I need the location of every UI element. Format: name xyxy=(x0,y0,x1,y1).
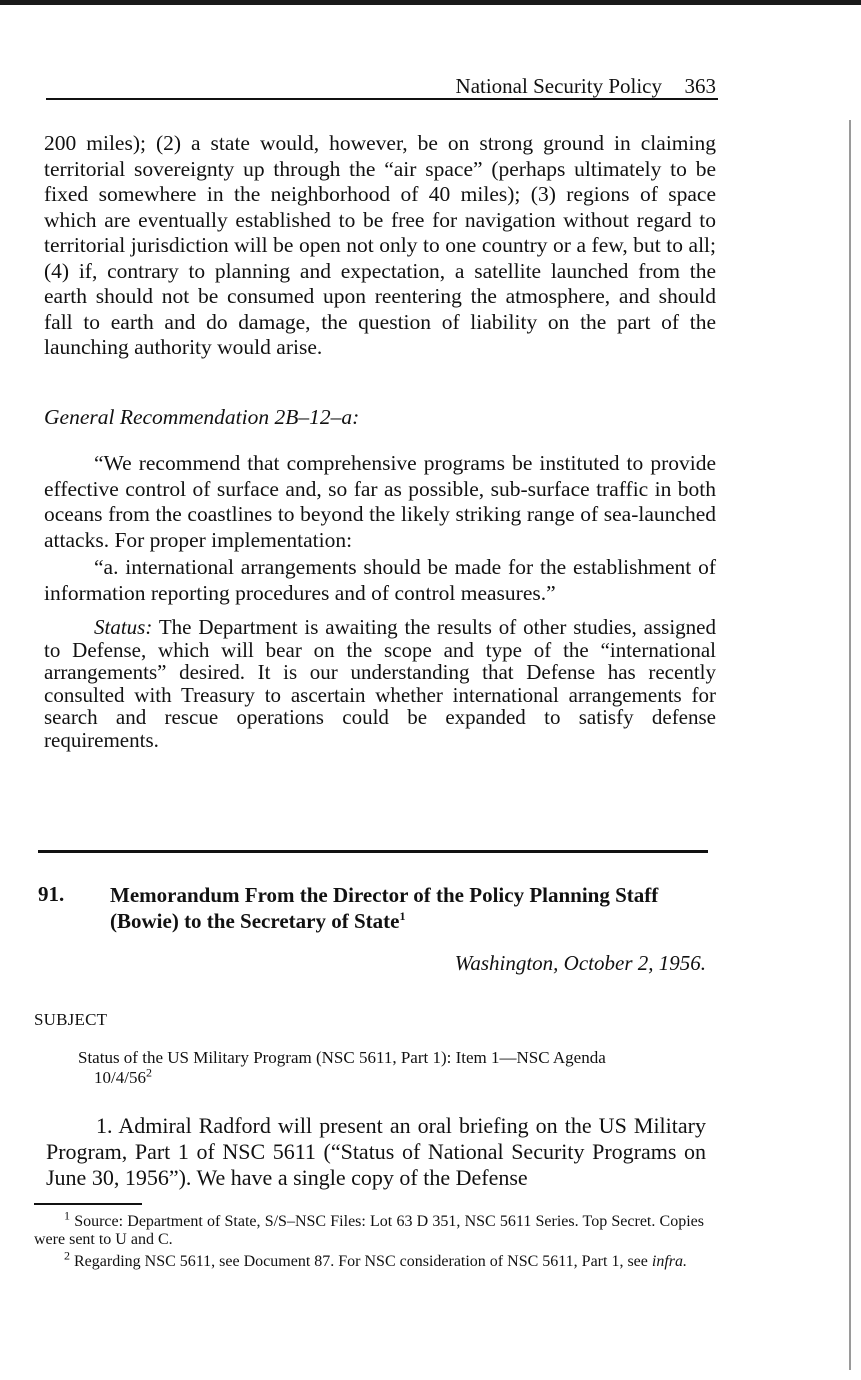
footnote-ref-1: 1 xyxy=(399,909,406,923)
footnote-2 xyxy=(34,1248,704,1271)
running-header-title: National Security Policy xyxy=(455,74,662,98)
footnote-ref-2: 2 xyxy=(145,1065,152,1080)
continued-paragraph: 200 miles); (2) a state would, however, be on strong ground in claiming territorial sovereignty up through the “air space” (perhaps ultimately to be fixed somewhere in the neighborhood of 40 miles); (3) regions of space which are eventually established to be free for navigation without regard to territorial jurisdiction will be open not only to one country or a few, but to all; (4) if, contrary to planning and expectation, a satellite launched from the earth should not be consumed upon reentering the atmosphere, and should fall to earth and do damage, the question of liability on the part of the launching authority would arise. xyxy=(44,131,716,359)
subject-line-1: Status of the US Military Program (NSC 5611, Part 1): Item 1—NSC Agenda xyxy=(78,1048,606,1067)
status-text: The Department is awaiting the results of other studies, assigned to Defense, which will bear on the scope and type of the “international arrangements” desired. It is our understanding that Defense has recently consulted with Treasury to ascertain whether international arrangements for search and rescue operations could be expanded to satisfy defense requirements. xyxy=(44,615,716,752)
subject-line-2: 10/4/56 xyxy=(94,1068,146,1087)
running-header xyxy=(46,72,718,100)
dateline: Washington, October 2, 1956. xyxy=(454,951,706,975)
section-divider xyxy=(38,850,708,853)
recommendation-item-a: “a. international arrangements should be made for the establishment of information reporting procedures and of control measures.” xyxy=(44,555,716,605)
status-paragraph xyxy=(44,616,716,751)
document-title xyxy=(110,882,700,934)
page-right-edge xyxy=(849,120,851,1370)
page-top-edge xyxy=(0,0,861,5)
footnote-rule xyxy=(34,1203,142,1205)
recommendation-quote: “We recommend that comprehensive programs be instituted to provide effective control of surface and, so far as possible, sub-surface traffic in both oceans from the coastlines to beyond the likely striking range of sea-launched attacks. For proper implementation: xyxy=(44,451,716,552)
footnote-1-text: Source: Department of State, S/S–NSC Files: Lot 63 D 351, NSC 5611 Series. Top Secret. Copies were sent to U and C. xyxy=(34,1213,705,1248)
recommendation-heading: General Recommendation 2B–12–a: xyxy=(44,405,360,429)
document-title-text: Memorandum From the Director of the Policy Planning Staff (Bowie) to the Secretary of State xyxy=(110,883,659,933)
status-label: Status: xyxy=(94,615,153,639)
memo-paragraph-1: 1. Admiral Radford will present an oral briefing on the US Military Program, Part 1 of NSC 5611 (“Status of National Security Programs on June 30, 1956”). We have a single copy of the Defense xyxy=(46,1113,706,1190)
footnote-2-marker: 2 xyxy=(64,1248,70,1263)
subject-label: SUBJECT xyxy=(34,1010,108,1029)
footnote-2-text: Regarding NSC 5611, see Document 87. For NSC consideration of NSC 5611, Part 1, see xyxy=(74,1253,648,1270)
footnote-1 xyxy=(34,1208,705,1249)
document-number: 91. xyxy=(38,882,65,906)
subject-text xyxy=(78,1048,706,1088)
footnote-2-italic: infra. xyxy=(651,1253,687,1270)
subject-line-2-wrap xyxy=(78,1065,706,1088)
page-number: 363 xyxy=(684,74,716,98)
footnote-1-marker: 1 xyxy=(64,1208,70,1223)
